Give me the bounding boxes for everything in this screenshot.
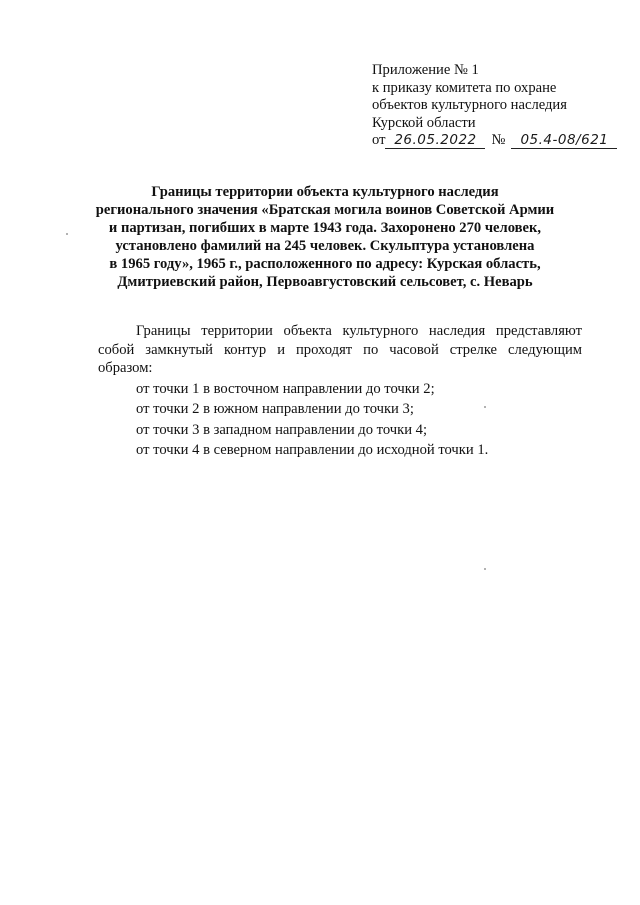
scan-speck bbox=[484, 568, 486, 570]
title-line: установлено фамилий на 245 человек. Скульптура установлена bbox=[115, 238, 535, 254]
from-label: от bbox=[372, 132, 386, 148]
scan-speck bbox=[66, 233, 68, 235]
number-label: № bbox=[491, 132, 506, 148]
appendix-order-line: к приказу комитета по охране bbox=[372, 79, 557, 96]
title-line: Дмитриевский район, Первоавгустовский сельсовет, с. Неварь bbox=[117, 274, 533, 290]
title-line: в 1965 году», 1965 г., расположенного по адресу: Курская область, bbox=[109, 256, 541, 272]
handwritten-date: 26.05.2022 bbox=[385, 133, 485, 149]
boundary-point-item: от точки 3 в западном направлении до точки 4; bbox=[136, 421, 428, 438]
boundary-point-item: от точки 1 в восточном направлении до точки 2; bbox=[136, 380, 435, 397]
title-line: и партизан, погибших в марте 1943 года. Захоронено 270 человек, bbox=[108, 220, 542, 236]
intro-paragraph: Границы территории объекта культурного наследия представляют собой замкнутый контур и проходят по часовой стрелке следующим образом: bbox=[98, 323, 582, 376]
boundary-point-item: от точки 4 в северном направлении до исходной точки 1. bbox=[136, 442, 489, 458]
title-line: Границы территории объекта культурного наследия bbox=[151, 184, 499, 200]
appendix-title: Приложение № 1 bbox=[372, 62, 479, 78]
scan-speck bbox=[484, 406, 486, 408]
appendix-region-line: Курской области bbox=[372, 114, 476, 131]
document-title bbox=[70, 183, 580, 291]
appendix-committee-line: объектов культурного наследия bbox=[372, 97, 567, 113]
boundary-point-item: от точки 2 в южном направлении до точки 3; bbox=[136, 401, 414, 417]
document-body bbox=[98, 322, 582, 460]
appendix-header bbox=[372, 62, 632, 150]
order-date-number bbox=[372, 132, 632, 150]
title-line: регионального значения «Братская могила воинов Советской Армии bbox=[95, 202, 555, 218]
handwritten-order-number: 05.4-08/621 bbox=[511, 133, 617, 149]
